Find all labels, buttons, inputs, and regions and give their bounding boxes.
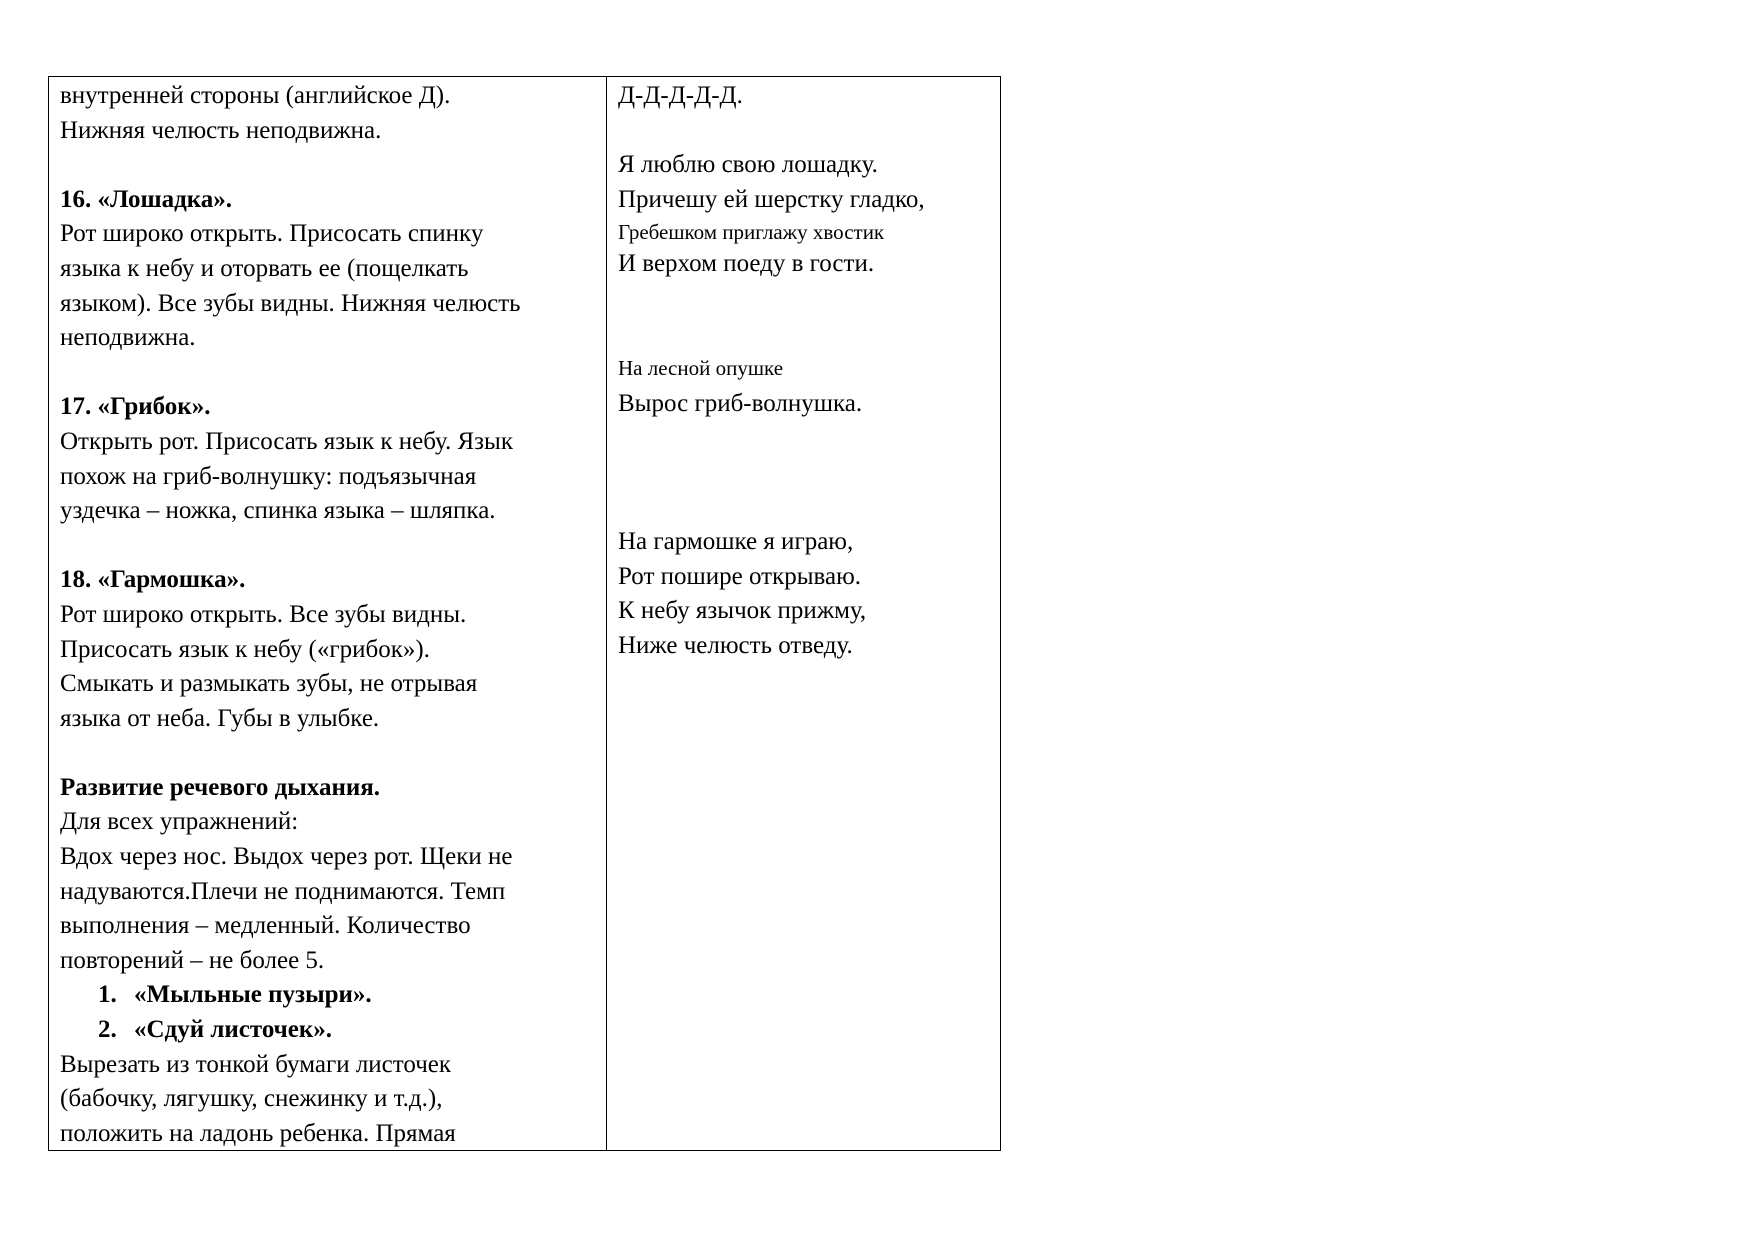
text-line: внутренней стороны (английское Д). [60, 82, 451, 109]
spacer [618, 421, 1000, 456]
list-item-text: «Сдуй листочек». [134, 1016, 333, 1044]
spacer [618, 456, 1000, 491]
poem-line: Причешу ей шерстку гладко, [618, 185, 925, 213]
text-line: похож на гриб-волнушку: подъязычная [60, 462, 477, 490]
spacer [618, 114, 1000, 149]
text-line: Нижняя челюсть неподвижна. [60, 116, 382, 144]
text-line: повторений – не более 5. [60, 946, 325, 974]
poem-line: На лесной опушке [618, 355, 784, 380]
exercise-18-title: 18. «Гармошка». [60, 566, 246, 594]
text-line: выполнения – медленный. Количество [60, 912, 471, 940]
rhymes-column [607, 77, 1000, 1150]
text-line: языком). Все зубы видны. Нижняя челюсть [60, 289, 521, 317]
text-line: (бабочку, лягушку, снежинку и т.д.), [60, 1085, 443, 1113]
spacer [60, 148, 606, 183]
text-line: Вдох через нос. Выдох через рот. Щеки не [60, 843, 513, 871]
text-line: Рот широко открыть. Все зубы видны. [60, 600, 467, 628]
text-line: уздечка – ножка, спинка языка – шляпка. [60, 497, 496, 525]
list-number: 1. [98, 981, 117, 1009]
breathing-section-title: Развитие речевого дыхания. [60, 773, 381, 801]
text-line: языка к небу и оторвать ее (пощелкать [60, 254, 469, 282]
spacer [60, 529, 606, 564]
poem-line: Гребешком приглажу хвостик [618, 220, 885, 245]
poem-line: Ниже челюсть отведу. [618, 631, 853, 659]
list-number: 2. [98, 1016, 117, 1044]
poem-line: Вырос гриб-волнушка. [618, 389, 863, 417]
poem-line: И верхом поеду в гости. [618, 250, 875, 278]
list-item [60, 1013, 606, 1048]
spacer [60, 736, 606, 771]
text-line: Д-Д-Д-Д-Д. [618, 82, 743, 109]
list-item [60, 978, 606, 1013]
list-item-text: «Мыльные пузыри». [134, 981, 372, 1009]
text-line: Вырезать из тонкой бумаги листочек [60, 1050, 452, 1078]
text-line: положить на ладонь ребенка. Прямая [60, 1119, 456, 1147]
exercise-17-title: 17. «Грибок». [60, 393, 211, 421]
spacer [618, 490, 1000, 525]
poem-line: К небу язычок прижму, [618, 597, 867, 625]
text-line: Рот широко открыть. Присосать спинку [60, 220, 484, 248]
text-line: Для всех упражнений: [60, 808, 299, 836]
spacer [618, 282, 1000, 317]
text-line: Присосать язык к небу («грибок»). [60, 635, 430, 663]
instructions-column [49, 77, 607, 1150]
text-line: Открыть рот. Присосать язык к небу. Язык [60, 427, 513, 455]
text-line: надуваются.Плечи не поднимаются. Темп [60, 877, 506, 905]
exercise-table [48, 76, 1001, 1151]
poem-line: На гармошке я играю, [618, 527, 854, 555]
text-line: неподвижна. [60, 324, 196, 352]
poem-line: Я люблю свою лошадку. [618, 151, 878, 179]
spacer [60, 356, 606, 391]
exercise-16-title: 16. «Лошадка». [60, 185, 233, 213]
text-line: Смыкать и размыкать зубы, не отрывая [60, 670, 478, 698]
text-line: языка от неба. Губы в улыбке. [60, 704, 380, 732]
poem-line: Рот пошире открываю. [618, 562, 862, 590]
spacer [618, 317, 1000, 350]
